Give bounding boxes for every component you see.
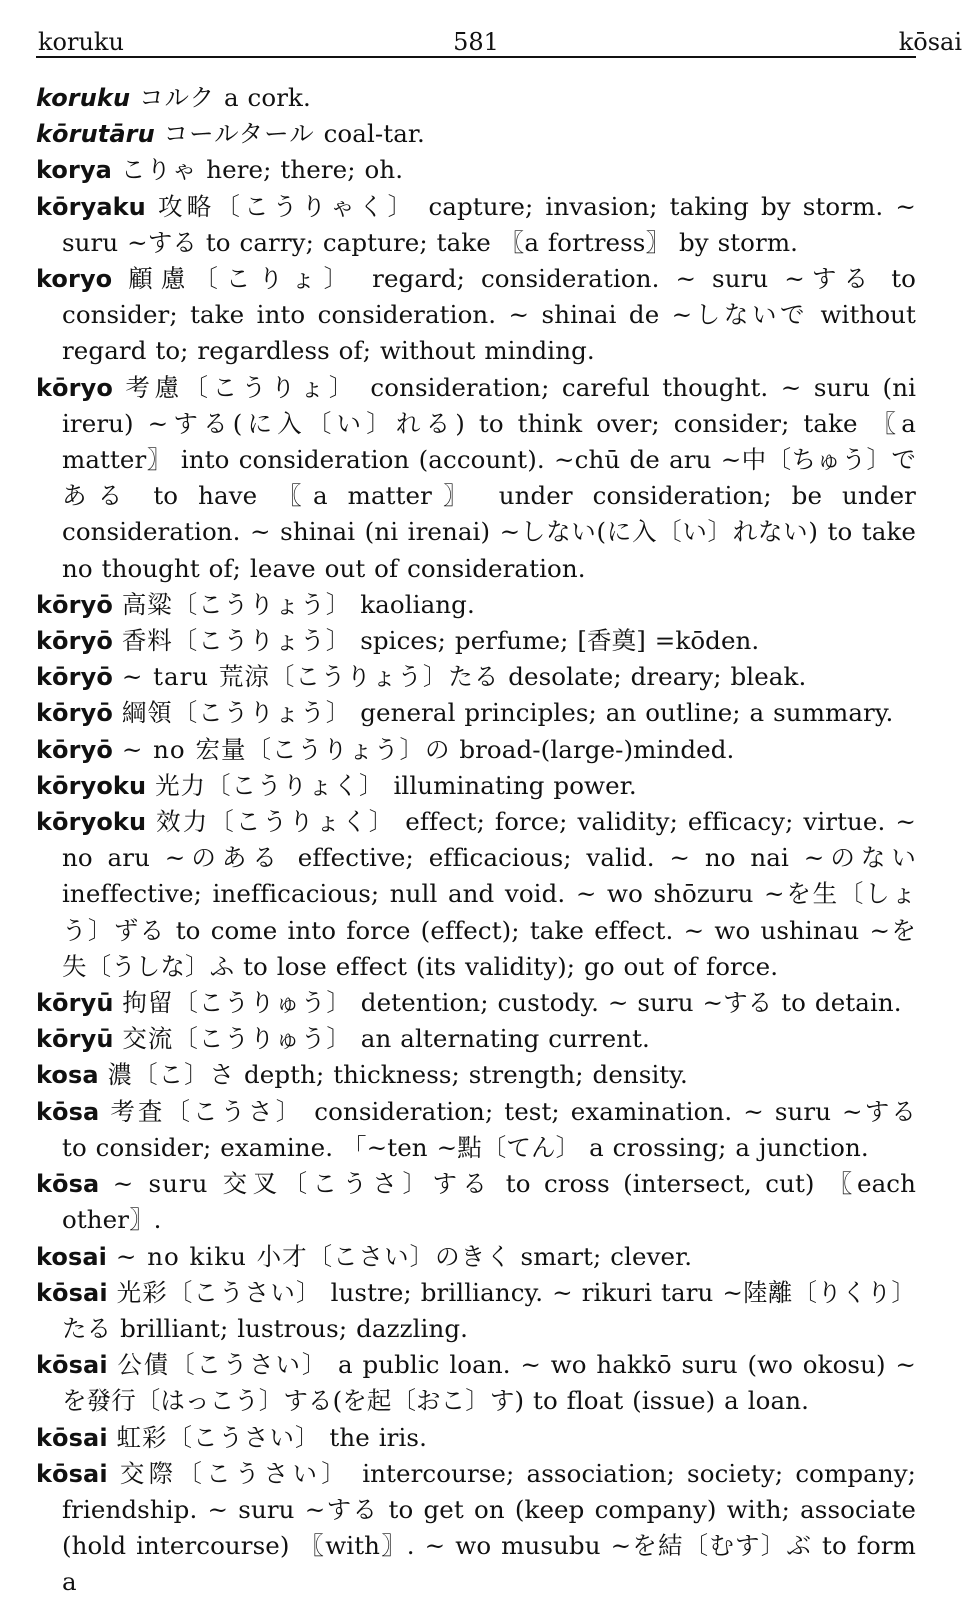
entry-definition: kaoliang. <box>351 589 475 619</box>
entry-definition: coal-tar. <box>314 119 425 149</box>
header-last-word: kōsai <box>898 28 962 56</box>
page-number: 581 <box>453 28 499 56</box>
entry-definition: to cross (intersect, cut) 〖each other〗. <box>62 1169 917 1235</box>
entry-headword: kosai <box>36 1242 108 1271</box>
dictionary-entry <box>36 804 916 985</box>
entry-headword: kōryoku <box>36 808 147 837</box>
dictionary-entry <box>36 1239 916 1275</box>
entry-japanese: ~ taru 荒涼〔こうりょう〕たる <box>121 662 500 692</box>
entry-definition: smart; clever. <box>511 1241 693 1271</box>
dictionary-entry <box>36 189 916 261</box>
entry-headword: kōsai <box>36 1459 108 1488</box>
entry-definition: broad-(large-)minded. <box>450 734 735 764</box>
dictionary-entry <box>36 1347 916 1419</box>
entry-japanese: こりゃ <box>120 155 198 185</box>
entry-definition: a cork. <box>215 83 311 112</box>
dictionary-entry <box>36 80 916 116</box>
dictionary-entry <box>36 985 916 1021</box>
entry-japanese: ~ suru 交叉〔こうさ〕する <box>112 1169 493 1199</box>
entry-japanese: 拘留〔こうりゅう〕 <box>122 988 352 1018</box>
entry-japanese: コールタール <box>163 119 315 149</box>
entry-japanese: 考査〔こうさ〕 <box>110 1096 304 1126</box>
entry-headword: kōryoku <box>36 771 147 800</box>
page-header <box>36 14 962 58</box>
dictionary-entry <box>36 1275 916 1347</box>
entry-headword: kōryū <box>36 1025 114 1054</box>
dictionary-entry <box>36 732 916 768</box>
entry-japanese: 考慮〔こうりょ〕 <box>125 372 358 402</box>
dictionary-entry <box>36 768 916 804</box>
entry-japanese: 光彩〔こうさい〕 <box>116 1277 322 1307</box>
dictionary-entry <box>36 1094 916 1166</box>
entry-definition: consideration; careful thought. ~ suru (ni ireru) ~する(に入〔い〕れる) to think over; consider; take 〖a matter〗 into consideration (account). ~chū de aru ~中〔ちゅう〕である to have 〖a matter〗 under consideration; be under consideration. ~ shinai (ni irenai) ~しない(に入〔い〕れない) to take no thought of; leave out of consideration. <box>62 372 917 583</box>
entry-headword: koryo <box>36 265 113 294</box>
entry-japanese: 交流〔こうりゅう〕 <box>122 1024 352 1054</box>
dictionary-entry <box>36 695 916 731</box>
entry-headword: korya <box>36 156 112 185</box>
dictionary-entry <box>36 1456 916 1601</box>
dictionary-entry <box>36 1166 916 1238</box>
dictionary-entry <box>36 261 916 370</box>
entry-definition: consideration; test; examination. ~ suru ~する to consider; examine. 「~ten ~點〔てん〕 a crossing; a junction. <box>62 1096 917 1162</box>
entry-definition: a public loan. ~ wo hakkō suru (wo okosu) ~を發行〔はっこう〕する(を起〔おこ〕す) to float (issue) a loan. <box>62 1350 917 1416</box>
entry-japanese: 攻略〔こうりゃく〕 <box>157 191 417 221</box>
entry-headword: kōsai <box>36 1423 108 1452</box>
entry-headword: kōsa <box>36 1170 100 1199</box>
dictionary-entry <box>36 1420 916 1456</box>
entry-definition: the iris. <box>320 1422 427 1452</box>
dictionary-entry <box>36 623 916 659</box>
dictionary-entry <box>36 1057 916 1093</box>
entry-headword: kōryō <box>36 735 113 764</box>
entry-definition: lustre; brilliancy. ~ rikuri taru ~陸離〔りくり〕たる brilliant; lustrous; dazzling. <box>62 1277 917 1343</box>
entry-headword: kōsai <box>36 1278 108 1307</box>
dictionary-entry <box>36 1021 916 1057</box>
entry-headword: kōsai <box>36 1351 108 1380</box>
entry-japanese: 高粱〔こうりょう〕 <box>121 589 352 619</box>
dictionary-entry <box>36 587 916 623</box>
entry-japanese: ~ no 宏量〔こうりょう〕の <box>121 734 451 764</box>
entry-definition: capture; invasion; taking by storm. ~ suru ~する to carry; capture; take 〖a fortress〗 by storm. <box>62 191 917 257</box>
entry-definition: an alternating current. <box>351 1024 650 1054</box>
entry-japanese: 顧慮〔こりょ〕 <box>128 264 357 294</box>
entry-headword: koruku <box>36 84 131 112</box>
entry-japanese: 濃〔こ〕さ <box>107 1060 236 1090</box>
entry-japanese: 交際〔こうさい〕 <box>119 1458 351 1488</box>
entry-japanese: 效力〔こうりょく〕 <box>156 807 396 837</box>
entry-headword: kōsa <box>36 1097 100 1126</box>
entry-definition: illuminating power. <box>384 770 637 800</box>
entry-headword: kōrutāru <box>36 120 155 149</box>
entry-headword: kosa <box>36 1061 99 1090</box>
header-first-word: koruku <box>38 28 124 56</box>
entry-japanese: コルク <box>139 83 216 112</box>
entry-definition: general principles; an outline; a summary. <box>351 698 894 728</box>
entry-definition: depth; thickness; strength; density. <box>235 1060 688 1090</box>
entry-definition: regard; consideration. ~ suru ~する to consider; take into consideration. ~ shinai de ~しないで without regard to; regardless of; without minding. <box>62 264 916 366</box>
entry-japanese: 公債〔こうさい〕 <box>117 1350 329 1380</box>
entry-headword: kōryo <box>36 373 113 402</box>
dictionary-entry <box>36 659 916 695</box>
entry-headword: kōryū <box>36 989 114 1018</box>
entry-definition: spices; perfume; [香奠] =kōden. <box>351 626 760 656</box>
dictionary-entry <box>36 370 916 587</box>
entry-headword: kōryō <box>36 663 113 692</box>
entry-headword: kōryō <box>36 699 113 728</box>
entry-japanese: 綱領〔こうりょう〕 <box>121 698 352 728</box>
entry-list <box>36 80 916 1601</box>
entry-definition: effect; force; validity; efficacy; virtue. ~ no aru ~のある effective; efficacious; valid. ~ no nai ~のない ineffective; inefficacious; null and void. ~ wo shōzuru ~を生〔しょう〕ずる to come into force (effect); take effect. ~ wo ushinau ~を失〔うしな〕ふ to lose effect (its validity); go out of force. <box>62 807 916 981</box>
entry-japanese: 香料〔こうりょう〕 <box>121 626 352 656</box>
entry-definition: detention; custody. ~ suru ~する to detain. <box>351 988 902 1018</box>
entry-japanese: ~ no kiku 小才〔こさい〕のきく <box>115 1241 512 1271</box>
entry-definition: here; there; oh. <box>197 155 404 185</box>
entry-definition: desolate; dreary; bleak. <box>499 662 807 692</box>
entry-headword: kōryō <box>36 590 113 619</box>
dictionary-entry <box>36 152 916 188</box>
entry-definition: intercourse; association; society; company; friendship. ~ suru ~する to get on (keep company) with; associate (hold intercourse) 〖with〗. ~ wo musubu ~を結〔むす〕ぶ to form a <box>62 1458 917 1597</box>
dictionary-entry <box>36 116 916 152</box>
entry-japanese: 光力〔こうりょく〕 <box>155 770 385 800</box>
entry-headword: kōryaku <box>36 192 146 221</box>
entry-headword: kōryō <box>36 627 113 656</box>
entry-japanese: 虹彩〔こうさい〕 <box>116 1422 321 1452</box>
